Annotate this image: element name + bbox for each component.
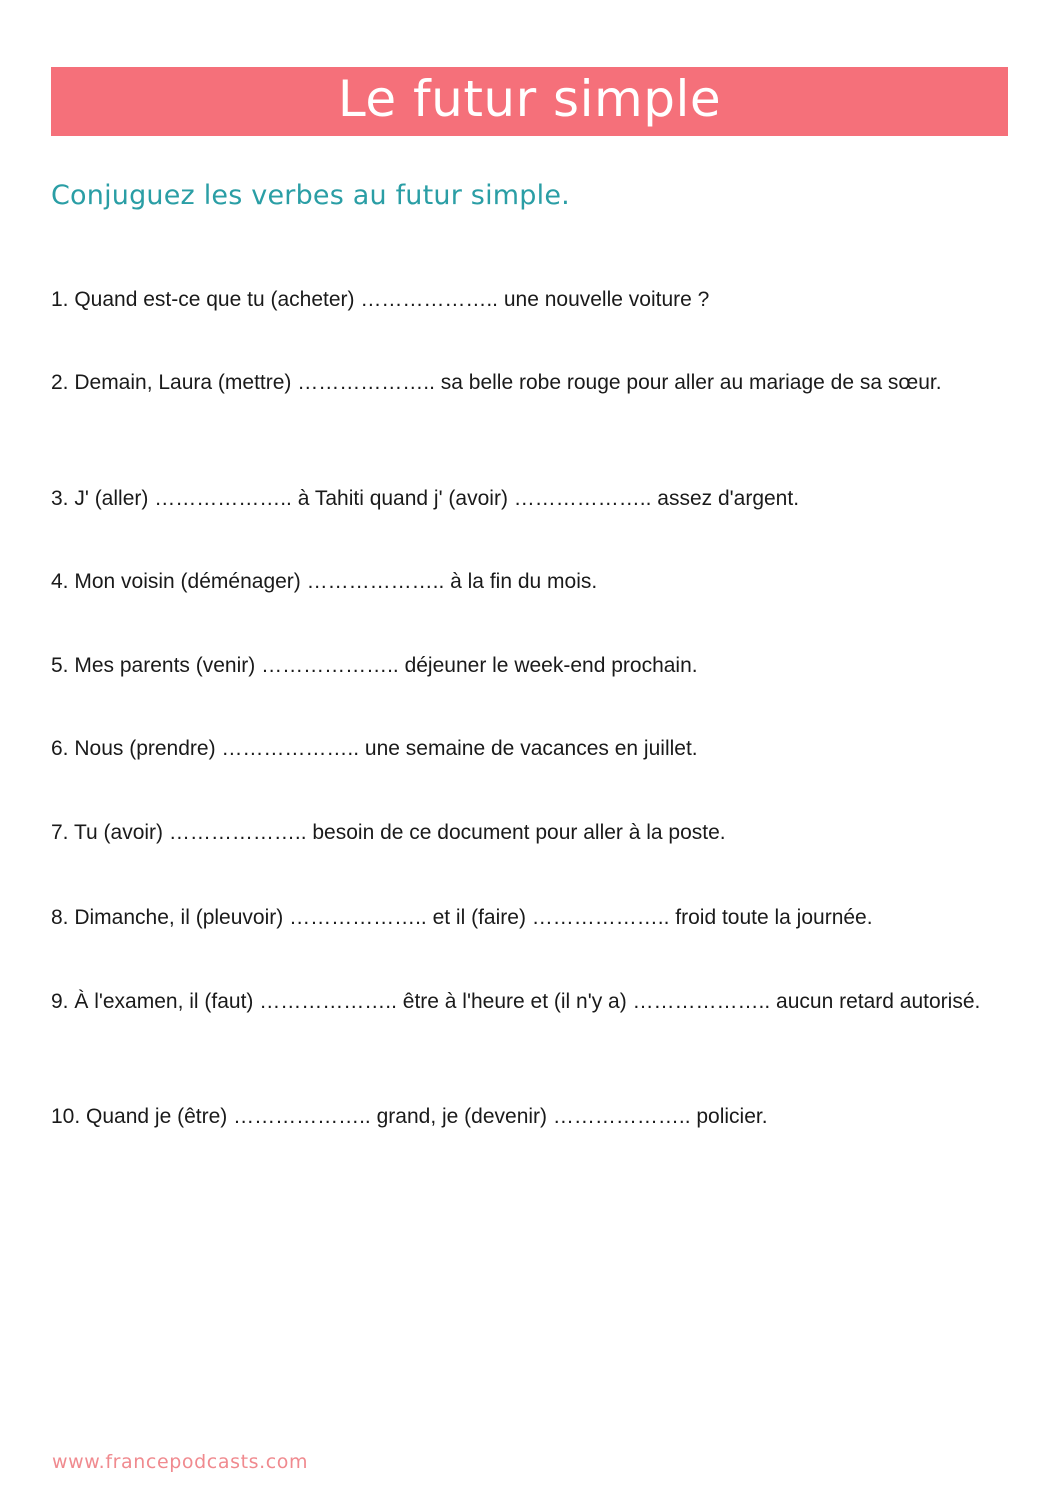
exercise-item-4: 4. Mon voisin (déménager) ……………….. à la fin du mois. [51,570,598,593]
exercise-item-6: 6. Nous (prendre) ……………….. une semaine de vacances en juillet. [51,737,698,760]
page-title: Le futur simple [337,70,722,128]
footer-url: www.francepodcasts.com [52,1451,309,1473]
exercise-item-8: 8. Dimanche, il (pleuvoir) ……………….. et il (faire) ……………….. froid toute la journée. [51,906,873,929]
title-banner [51,67,1008,136]
exercise-item-3: 3. J' (aller) ……………….. à Tahiti quand j' (avoir) ……………….. assez d'argent. [51,487,800,510]
exercise-item-9: 9. À l'examen, il (faut) ……………….. être à l'heure et (il n'y a) ……………….. aucun retard autorisé. [51,990,981,1013]
exercise-item-7: 7. Tu (avoir) ……………….. besoin de ce document pour aller à la poste. [51,821,726,844]
exercise-item-1: 1. Quand est-ce que tu (acheter) ……………….. une nouvelle voiture ? [51,288,710,311]
exercise-item-2: 2. Demain, Laura (mettre) ……………….. sa belle robe rouge pour aller au mariage de sa sœur. [51,371,942,394]
instruction-heading: Conjuguez les verbes au futur simple. [51,180,570,211]
exercise-item-5: 5. Mes parents (venir) ……………….. déjeuner le week-end prochain. [51,654,698,677]
exercise-item-10: 10. Quand je (être) ……………….. grand, je (devenir) ……………….. policier. [51,1105,768,1128]
